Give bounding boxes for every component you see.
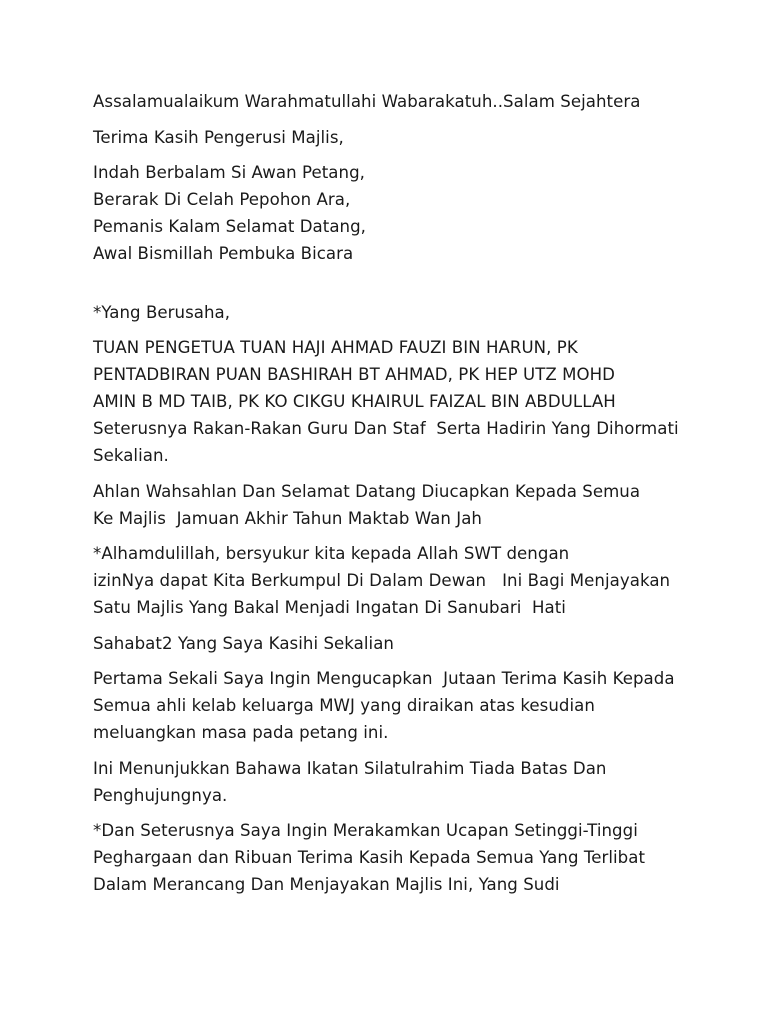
text-line: Terima Kasih Pengerusi Majlis, <box>93 127 344 147</box>
text-line: *Alhamdulillah, bersyukur kita kepada Allah SWT dengan <box>93 544 570 563</box>
bond-paragraph <box>93 755 733 809</box>
text-line: Indah Berbalam Si Awan Petang, <box>93 163 365 182</box>
text-line: Berarak Di Celah Pepohon Ara, <box>93 190 351 209</box>
text-line: Pemanis Kalam Selamat Datang, <box>93 217 367 236</box>
text-line: TUAN PENGETUA TUAN HAJI AHMAD FAUZI BIN HARUN, PK <box>93 338 578 357</box>
text-line: Assalamualaikum Warahmatullahi Wabarakatuh..Salam Sejahtera <box>93 92 641 111</box>
gratitude-paragraph <box>93 540 733 621</box>
text-line: *Dan Seterusnya Saya Ingin Merakamkan Ucapan Setinggi-Tinggi <box>93 821 638 840</box>
text-line: Ini Menunjukkan Bahawa Ikatan Silatulrahim Tiada Batas Dan <box>93 758 607 778</box>
text-line: Dalam Merancang Dan Menjayakan Majlis Ini, Yang Sudi <box>93 875 560 894</box>
thanks-chairperson-paragraph <box>93 124 733 151</box>
text-line: Ahlan Wahsahlan Dan Selamat Datang Diucapkan Kepada Semua <box>93 481 641 501</box>
address-friends-paragraph <box>93 630 733 657</box>
text-line: Sahabat2 Yang Saya Kasihi Sekalian <box>93 633 394 653</box>
speech-text <box>93 88 733 907</box>
text-line: Pertama Sekali Saya Ingin Mengucapkan Jutaan Terima Kasih Kepada <box>93 669 675 688</box>
text-line: PENTADBIRAN PUAN BASHIRAH BT AHMAD, PK HEP UTZ MOHD <box>93 365 615 384</box>
dignitaries-paragraph <box>93 334 733 469</box>
honorific-paragraph <box>93 299 733 326</box>
text-line: Penghujungnya. <box>93 785 228 805</box>
text-line: Peghargaan dan Ribuan Terima Kasih Kepada Semua Yang Terlibat <box>93 848 646 867</box>
first-thanks-paragraph <box>93 665 733 746</box>
welcome-paragraph <box>93 478 733 532</box>
blank-line <box>93 276 733 299</box>
text-line: Sekalian. <box>93 446 169 465</box>
text-line: Ke Majlis Jamuan Akhir Tahun Maktab Wan Jah <box>93 508 482 528</box>
text-line: Seterusnya Rakan-Rakan Guru Dan Staf Serta Hadirin Yang Dihormati <box>93 419 679 438</box>
text-line: Semua ahli kelab keluarga MWJ yang diraikan atas kesudian <box>93 696 595 715</box>
text-line: AMIN B MD TAIB, PK KO CIKGU KHAIRUL FAIZAL BIN ABDULLAH <box>93 392 616 411</box>
text-line: *Yang Berusaha, <box>93 302 231 322</box>
text-line: Satu Majlis Yang Bakal Menjadi Ingatan Di Sanubari Hati <box>93 598 566 617</box>
pantun-paragraph <box>93 159 733 267</box>
appreciation-paragraph <box>93 817 733 898</box>
text-line: Awal Bismillah Pembuka Bicara <box>93 244 354 263</box>
greeting-paragraph <box>93 88 733 115</box>
text-line: izinNya dapat Kita Berkumpul Di Dalam Dewan Ini Bagi Menjayakan <box>93 571 671 590</box>
text-line: meluangkan masa pada petang ini. <box>93 723 389 742</box>
